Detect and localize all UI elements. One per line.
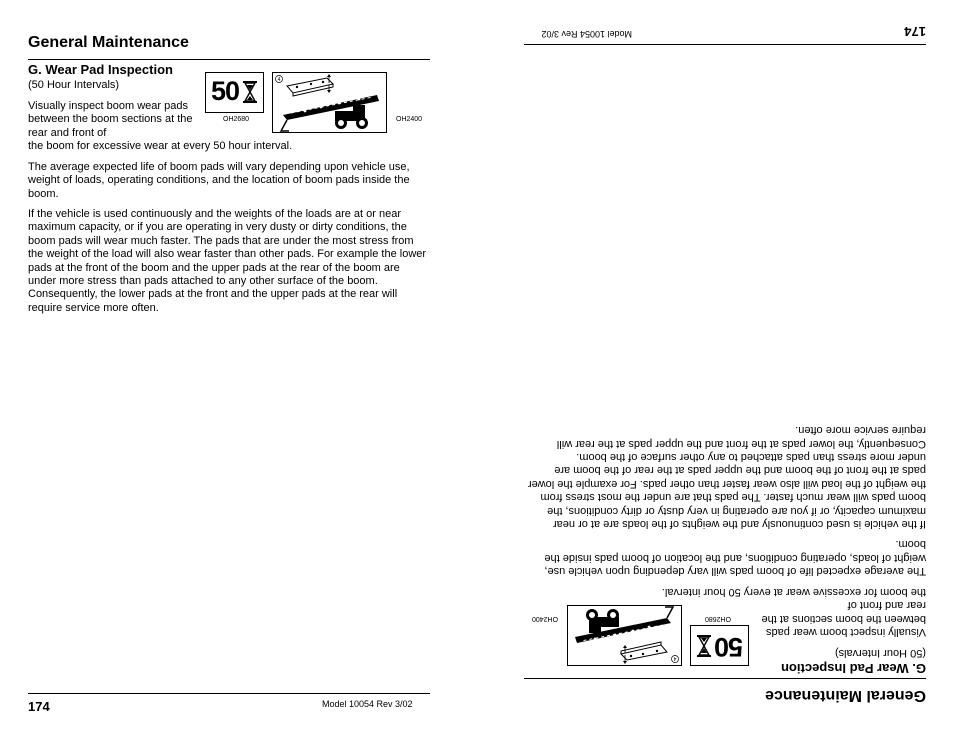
boom-illustration — [273, 73, 386, 132]
footer-rule — [28, 693, 430, 694]
page-right-rotated — [477, 0, 954, 738]
intro-text-continued-rotated: the boom for excessive wear at every 50 hour interval. — [661, 586, 926, 598]
paragraph-usage-stress: If the vehicle is used continuously and the weights of the loads are at or near maximum capacity, or if you are operating in very dusty or dirty conditions, the boom pads will wear much faster. The pads that are under the most stress from the weight of the load will also wear faster than other pads. For example the lower pads at the front of the boom and the upper pads at the rear of the boom are under more stress than pads attached to any other surface of the boom. Consequently, the lower pads at the front and the upper pads at the rear will require service more often. — [28, 208, 427, 314]
fifty-hour-icon-rotated — [690, 625, 749, 666]
diagram-code-rotated: OH2400 — [531, 615, 558, 622]
boom-illustration-rotated — [568, 606, 681, 665]
hours-value: 50 — [211, 76, 240, 106]
diagram-code: OH2400 — [396, 116, 423, 123]
hourglass-icon — [697, 635, 711, 657]
subsection-title-rotated: G. Wear Pad Inspection — [781, 661, 926, 676]
hours-value-rotated: 50 — [714, 632, 743, 662]
paragraph-pad-life-rotated: The average expected life of boom pads will vary depending upon vehicle use, weight of loads, operating conditions, and the location of boom pads inside the boom. — [544, 538, 926, 577]
service-interval-rotated: (50 Hour Intervals) — [834, 647, 926, 659]
boom-wear-pad-diagram-rotated — [567, 605, 682, 666]
boom-wear-pad-diagram — [272, 72, 387, 133]
diagram-callout-rotated: 4 — [673, 655, 677, 661]
fifty-hour-icon — [205, 72, 264, 113]
paragraph-usage-stress-rotated: If the vehicle is used continuously and the weights of the loads are at or near maximum capacity, or if you are operating in very dusty or dirty conditions, the boom pads will wear much faster. The pads that are under the most stress from the weight of the load will also wear faster than other pads. For example the lower pads at the front of the boom and the upper pads at the rear of the boom are under more stress than pads attached to any other surface of the boom. Consequently, the lower pads at the front and the upper pads at the rear will require service more often. — [527, 424, 926, 530]
page-number: 174 — [28, 699, 50, 714]
intro-text-wrapped: Visually inspect boom wear pads between the boom sections at the rear and front of — [28, 100, 193, 139]
section-title-rotated: General Maintenance — [765, 687, 926, 704]
header-rule-rotated — [524, 678, 926, 679]
header-rule — [28, 59, 430, 60]
hourglass-icon — [243, 81, 257, 103]
icon-code-rotated: OH2680 — [704, 615, 731, 622]
model-revision: Model 10054 Rev 3/02 — [322, 699, 413, 709]
paragraph-pad-life: The average expected life of boom pads will vary depending upon vehicle use, weight of loads, operating conditions, and the location of boom pads inside the boom. — [28, 161, 410, 200]
page-number-rotated: 174 — [904, 24, 926, 39]
intro-text-continued: the boom for excessive wear at every 50 hour interval. — [28, 140, 293, 152]
icon-code: OH2680 — [223, 116, 250, 123]
subsection-title: G. Wear Pad Inspection — [28, 62, 173, 77]
diagram-callout: 4 — [277, 77, 281, 83]
section-title: General Maintenance — [28, 34, 189, 51]
intro-text-wrapped-rotated: Visually inspect boom wear pads between the boom sections at the rear and front of — [761, 599, 926, 638]
model-revision-rotated: Model 10054 Rev 3/02 — [541, 29, 632, 39]
footer-rule-rotated — [524, 44, 926, 45]
service-interval: (50 Hour Intervals) — [28, 79, 120, 91]
